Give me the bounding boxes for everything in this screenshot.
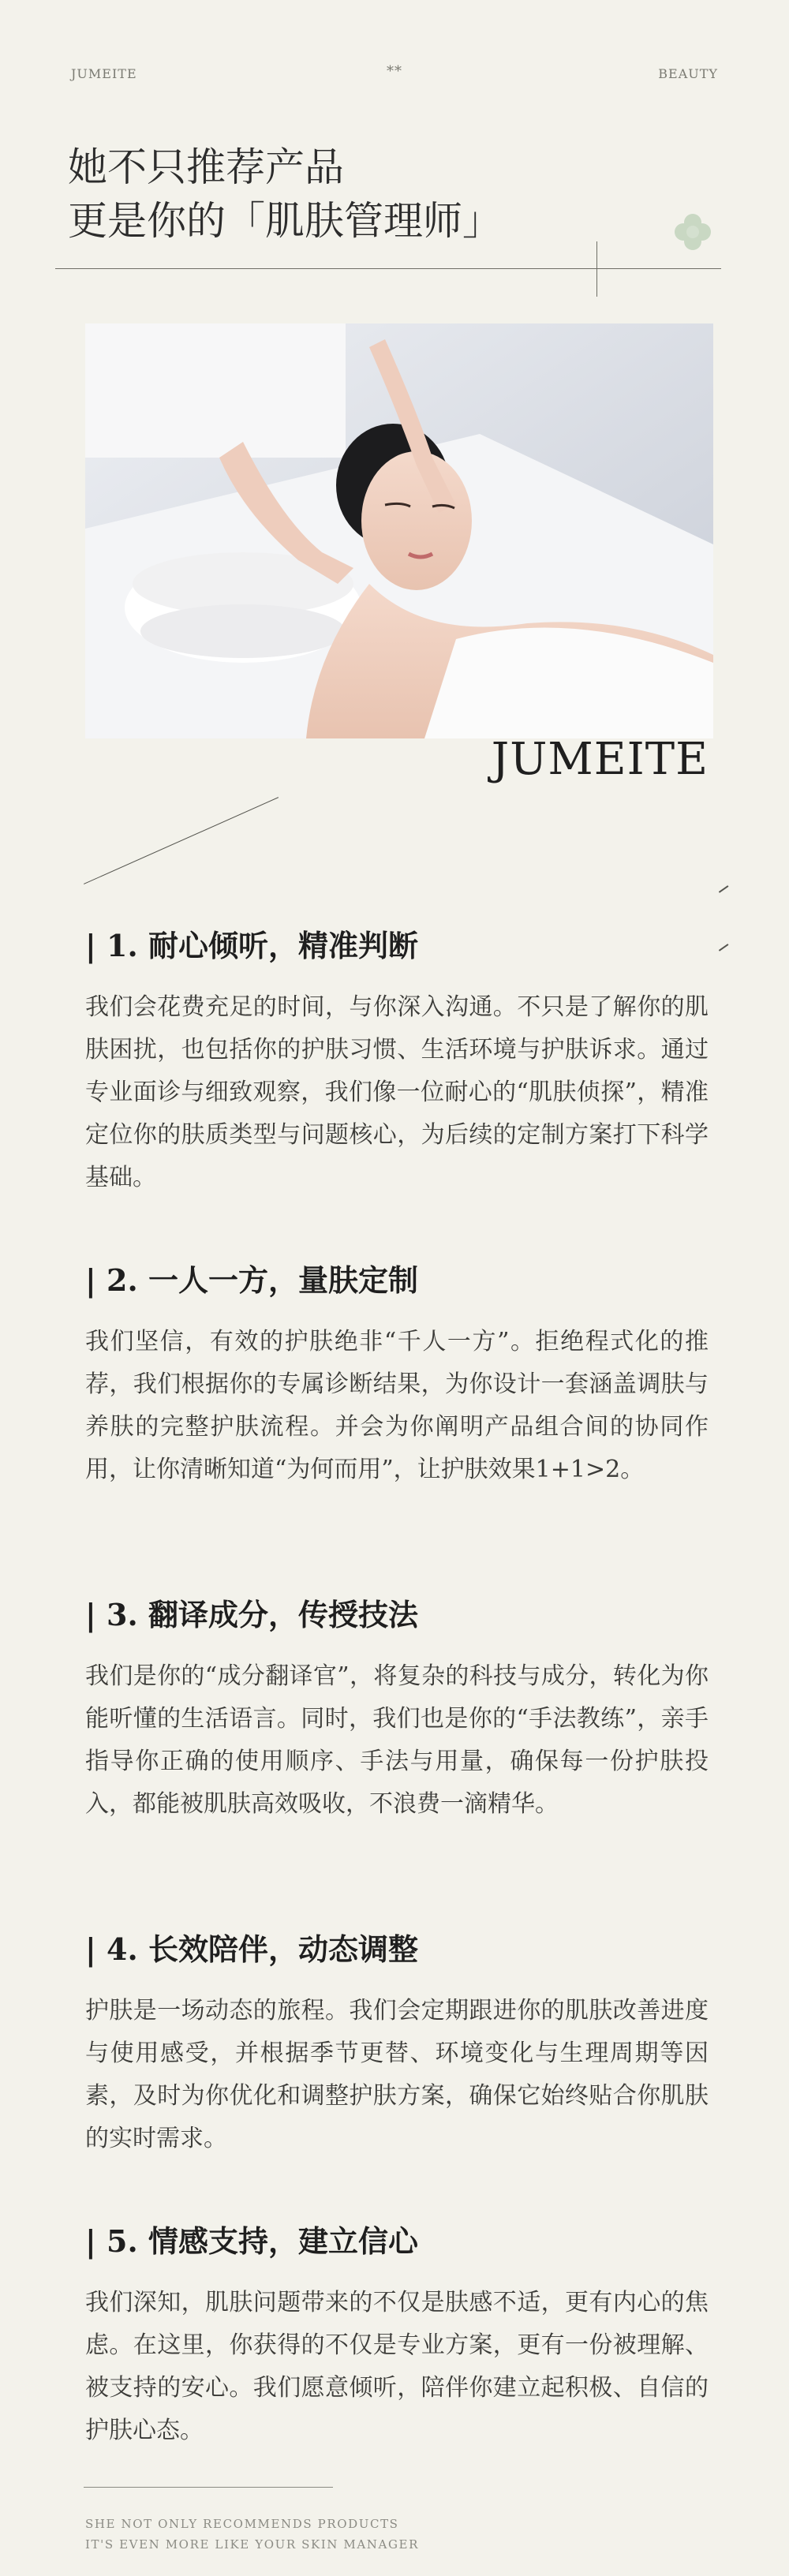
header-tag: BEAUTY bbox=[658, 66, 718, 81]
section-body: 护肤是一场动态的旅程。我们会定期跟进你的肌肤改善进度与使用感受，并根据季节更替、环境变化与生理周期等因素，及时为你优化和调整护肤方案，确保它始终贴合你肌肤的实时需求。 bbox=[85, 1997, 709, 2152]
header-ornament: ** bbox=[387, 63, 402, 80]
section-heading: | 5. 情感支持，建立信心 bbox=[85, 2223, 418, 2259]
title-vertical-mark bbox=[596, 241, 597, 297]
section-1 bbox=[85, 926, 709, 1199]
decor-tick bbox=[719, 944, 728, 951]
header-brand: JUMEITE bbox=[71, 66, 137, 81]
section-3 bbox=[85, 1595, 709, 1826]
footer-divider bbox=[84, 2487, 333, 2488]
footer-line-1: SHE NOT ONLY RECOMMENDS PRODUCTS bbox=[85, 2517, 399, 2531]
page-title bbox=[68, 140, 502, 248]
hero-photo bbox=[85, 323, 713, 738]
brand-wordmark: JUMEITE bbox=[491, 734, 709, 785]
title-divider bbox=[55, 268, 721, 269]
section-body: 我们深知，肌肤问题带来的不仅是肤感不适，更有内心的焦虑。在这里，你获得的不仅是专业方案，更有一份被理解、被支持的安心。我们愿意倾听，陪伴你建立起积极、自信的护肤心态。 bbox=[85, 2289, 709, 2444]
footer-text bbox=[85, 2514, 419, 2555]
footer-line-2: IT'S EVEN MORE LIKE YOUR SKIN MANAGER bbox=[85, 2537, 419, 2552]
decor-tick bbox=[719, 885, 728, 892]
section-heading: | 4. 长效陪伴，动态调整 bbox=[85, 1931, 418, 1967]
decor-diagonal-line bbox=[84, 797, 279, 884]
section-body: 我们是你的“成分翻译官”，将复杂的科技与成分，转化为你能听懂的生活语言。同时，我们也是你的“手法教练”，亲手指导你正确的使用顺序、手法与用量，确保每一份护肤投入，都能被肌肤高效吸收，不浪费一滴精华。 bbox=[85, 1662, 709, 1818]
section-2 bbox=[85, 1261, 709, 1491]
section-4 bbox=[85, 1930, 709, 2160]
section-5 bbox=[85, 2222, 709, 2452]
section-heading: | 2. 一人一方，量肤定制 bbox=[85, 1262, 418, 1298]
section-body: 我们会花费充足的时间，与你深入沟通。不只是了解你的肌肤困扰，也包括你的护肤习惯、生活环境与护肤诉求。通过专业面诊与细致观察，我们像一位耐心的“肌肤侦探”，精准定位你的肤质类型与问题核心，为后续的定制方案打下科学基础。 bbox=[85, 993, 709, 1191]
flower-icon bbox=[671, 210, 715, 254]
section-body: 我们坚信，有效的护肤绝非“千人一方”。拒绝程式化的推荐，我们根据你的专属诊断结果，为你设计一套涵盖调肤与养肤的完整护肤流程。并会为你阐明产品组合间的协同作用，让你清晰知道“为何而用”，让护肤效果1+1>2。 bbox=[85, 1328, 709, 1483]
hero-photo-illustration bbox=[85, 323, 713, 738]
title-line-2: 更是你的「肌肤管理师」 bbox=[68, 198, 502, 244]
top-bar bbox=[71, 63, 718, 85]
section-heading: | 3. 翻译成分，传授技法 bbox=[85, 1597, 418, 1632]
section-heading: | 1. 耐心倾听，精准判断 bbox=[85, 928, 418, 963]
title-line-1: 她不只推荐产品 bbox=[68, 144, 344, 190]
